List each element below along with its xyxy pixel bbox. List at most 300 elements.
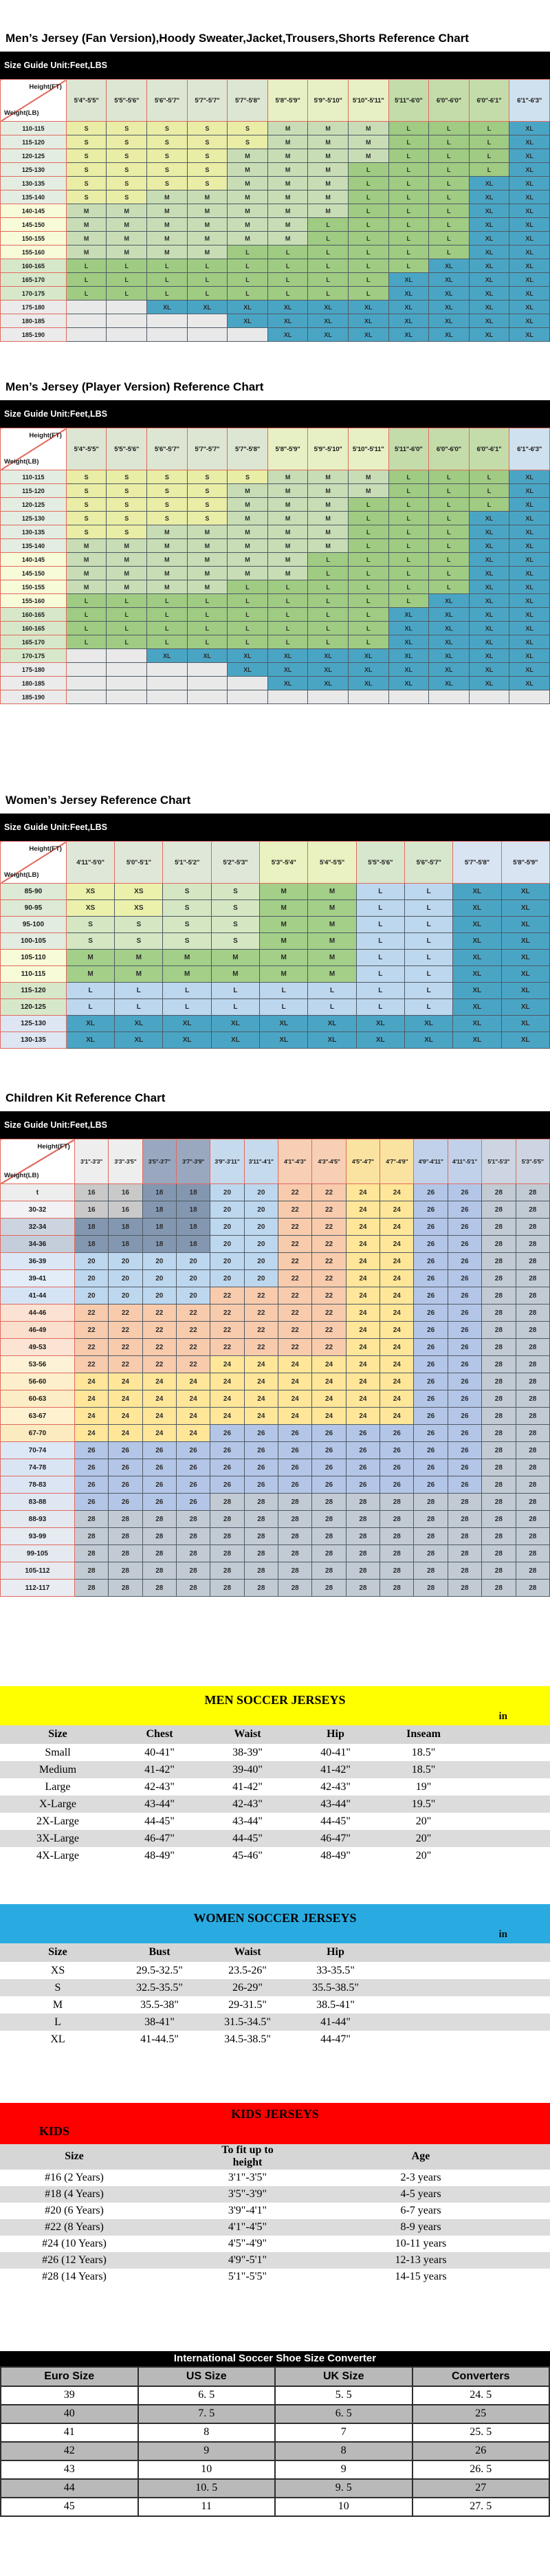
size-cell: 28: [380, 1494, 414, 1511]
size-cell: 24: [244, 1356, 278, 1373]
size-cell: XL: [509, 204, 550, 218]
size-cell: 28: [482, 1373, 516, 1390]
size-cell: M: [66, 567, 107, 580]
table-cell: 41-44": [292, 2013, 380, 2031]
size-cell: 26: [346, 1425, 380, 1442]
size-cell: M: [260, 950, 308, 966]
column-header: [495, 2144, 550, 2170]
size-cell: 28: [482, 1442, 516, 1459]
size-cell: XL: [388, 677, 429, 690]
size-cell: L: [356, 917, 404, 933]
size-cell: XL: [308, 1016, 356, 1032]
size-cell: M: [267, 218, 308, 232]
size-cell: L: [66, 287, 107, 301]
weight-axis-label: Weight(LB): [4, 871, 39, 879]
size-cell: 28: [74, 1562, 108, 1580]
size-cell: L: [267, 635, 308, 649]
table-row: [1, 1580, 550, 1597]
table-row: [1, 525, 550, 539]
size-cell: 28: [176, 1580, 210, 1597]
size-cell: 26: [448, 1270, 481, 1287]
table-row: [1, 1511, 550, 1528]
table-row: [1, 1253, 550, 1270]
table-cell: 44: [1, 2479, 138, 2498]
size-cell: 26: [414, 1270, 448, 1287]
size-cell: M: [308, 512, 349, 525]
table-cell: [495, 2186, 550, 2203]
height-col-header: 3'9"-3'11": [210, 1139, 244, 1184]
size-cell: [187, 677, 228, 690]
size-cell: L: [388, 218, 429, 232]
size-cell: XL: [469, 525, 509, 539]
size-cell: L: [147, 608, 188, 622]
size-cell: M: [115, 950, 163, 966]
shoe-converter-title: International Soccer Shoe Size Converter: [0, 2351, 550, 2366]
table-cell: 43-44": [232, 1815, 263, 1827]
size-cell: 24: [380, 1339, 414, 1356]
size-cell: 26: [414, 1236, 448, 1253]
table-row: [1, 2460, 549, 2479]
size-cell: 26: [448, 1356, 481, 1373]
size-cell: M: [260, 933, 308, 950]
size-cell: 20: [176, 1270, 210, 1287]
size-cell: XL: [267, 677, 308, 690]
women-jerseys-banner-title: WOMEN SOCCER JERSEYS: [193, 1911, 357, 1925]
size-cell: L: [356, 966, 404, 983]
size-cell: 20: [244, 1219, 278, 1236]
table-cell: [495, 2236, 550, 2252]
size-cell: XL: [509, 677, 550, 690]
column-header: Chest: [116, 1725, 204, 1744]
size-cell: 16: [74, 1201, 108, 1219]
size-cell: 26: [380, 1442, 414, 1459]
size-cell: 28: [414, 1580, 448, 1597]
size-cell: 24: [380, 1373, 414, 1390]
size-cell: XL: [308, 314, 349, 328]
height-col-header: 5'4"-5'5": [66, 428, 107, 470]
table-row: [0, 2170, 550, 2186]
size-cell: 18: [176, 1219, 210, 1236]
table-row: [1, 512, 550, 525]
table-row: [1, 1356, 550, 1373]
table-cell: 41-44.5": [140, 2033, 179, 2045]
table-cell: #28 (14 Years): [42, 2270, 107, 2282]
size-cell: 18: [109, 1219, 142, 1236]
size-cell: 26: [448, 1408, 481, 1425]
column-header: Euro Size: [1, 2367, 138, 2386]
size-cell: S: [66, 525, 107, 539]
size-cell: L: [348, 190, 388, 204]
size-cell: M: [66, 553, 107, 567]
size-cell: 24: [380, 1219, 414, 1236]
size-cell: 22: [210, 1305, 244, 1322]
size-cell: XL: [509, 259, 550, 273]
size-cell: L: [147, 287, 188, 301]
size-cell: 28: [482, 1236, 516, 1253]
table-cell: 40: [1, 2405, 138, 2423]
size-cell: 26: [414, 1322, 448, 1339]
table-row: [1, 1408, 550, 1425]
size-cell: L: [308, 622, 349, 635]
size-cell: L: [107, 622, 147, 635]
size-cell: M: [147, 553, 188, 567]
size-cell: 26: [244, 1442, 278, 1459]
size-cell: L: [404, 966, 452, 983]
size-cell: L: [348, 232, 388, 245]
size-cell: L: [66, 594, 107, 608]
table-row: [1, 1270, 550, 1287]
size-cell: 24: [346, 1322, 380, 1339]
size-cell: XL: [469, 232, 509, 245]
size-cell: XL: [509, 218, 550, 232]
size-cell: XL: [501, 1016, 549, 1032]
size-cell: 26: [448, 1184, 481, 1201]
column-header: Inseam: [380, 1725, 468, 1744]
size-cell: L: [348, 525, 388, 539]
size-cell: XL: [469, 314, 509, 328]
size-cell: 24: [380, 1305, 414, 1322]
table-cell: [468, 1847, 550, 1864]
size-cell: 26: [278, 1459, 312, 1476]
table-cell: 45: [1, 2498, 138, 2516]
size-cell: 28: [482, 1270, 516, 1287]
table-cell: L: [0, 2013, 116, 2031]
header-row: [1, 1139, 550, 1184]
table-cell: [380, 1996, 550, 2013]
size-cell: M: [228, 177, 268, 190]
size-cell: 28: [176, 1528, 210, 1545]
height-col-header: 6'1"-6'3": [509, 80, 550, 122]
weight-row-label: 120-125: [1, 498, 67, 512]
size-cell: L: [66, 273, 107, 287]
size-cell: M: [115, 966, 163, 983]
size-cell: XL: [469, 328, 509, 342]
size-cell: 28: [516, 1580, 549, 1597]
table-row: [1, 1528, 550, 1545]
size-cell: L: [267, 594, 308, 608]
size-cell: L: [348, 204, 388, 218]
size-cell: 28: [482, 1287, 516, 1305]
weight-row-label: 155-160: [1, 594, 67, 608]
size-cell: XL: [501, 900, 549, 917]
table-cell: 38-39": [232, 1746, 263, 1758]
size-cell: S: [147, 177, 188, 190]
table-row: [1, 999, 550, 1016]
size-cell: S: [66, 933, 114, 950]
size-cell: 28: [109, 1580, 142, 1597]
size-cell: XL: [228, 649, 268, 663]
size-cell: XL: [509, 135, 550, 149]
size-cell: L: [308, 553, 349, 567]
size-cell: L: [348, 259, 388, 273]
size-cell: 16: [109, 1184, 142, 1201]
mens-player-chart-title: Men’s Jersey (Player Version) Reference Chart: [6, 380, 264, 393]
size-cell: L: [147, 273, 188, 287]
size-cell: XL: [501, 917, 549, 933]
weight-row-label: 44-46: [1, 1305, 75, 1322]
size-cell: 28: [244, 1528, 278, 1545]
table-cell: 45-46": [232, 1849, 263, 1862]
size-cell: M: [308, 163, 349, 177]
table-cell: 19": [415, 1780, 432, 1793]
size-cell: L: [163, 983, 211, 999]
header-row: [1, 842, 550, 884]
size-cell: XL: [509, 190, 550, 204]
size-cell: M: [66, 204, 107, 218]
size-cell: 26: [109, 1476, 142, 1494]
size-cell: M: [147, 232, 188, 245]
size-cell: 28: [380, 1511, 414, 1528]
size-cell: L: [388, 135, 429, 149]
mens-fan-size-table: [0, 79, 550, 342]
table-cell: 23.5-26": [228, 1964, 267, 1976]
size-cell: 18: [109, 1236, 142, 1253]
size-cell: L: [308, 245, 349, 259]
size-cell: M: [228, 512, 268, 525]
table-cell: 42-43": [320, 1780, 351, 1793]
size-cell: XL: [453, 950, 501, 966]
table-row: [1, 690, 550, 704]
size-cell: 24: [380, 1270, 414, 1287]
size-cell: 26: [448, 1390, 481, 1408]
size-cell: XL: [469, 553, 509, 567]
size-cell: 28: [516, 1236, 549, 1253]
size-cell: S: [147, 484, 188, 498]
size-cell: 26: [278, 1425, 312, 1442]
size-guide-bar: Size Guide Unit:Feet,LBS: [0, 1111, 550, 1139]
height-col-header: 5'8"-5'9": [267, 428, 308, 470]
size-cell: 22: [312, 1219, 346, 1236]
table-cell: [495, 2170, 550, 2186]
size-cell: M: [228, 232, 268, 245]
size-cell: M: [107, 245, 147, 259]
size-cell: XL: [469, 259, 509, 273]
size-cell: 22: [278, 1270, 312, 1287]
size-cell: 22: [278, 1184, 312, 1201]
size-cell: XL: [469, 663, 509, 677]
size-cell: 28: [380, 1562, 414, 1580]
height-col-header: 5'3"-5'4": [260, 842, 308, 884]
table-cell: 38.5-41": [316, 1998, 355, 2011]
size-cell: L: [404, 950, 452, 966]
size-cell: XL: [453, 999, 501, 1016]
size-cell: L: [228, 594, 268, 608]
size-cell: L: [107, 287, 147, 301]
header-row: [1, 428, 550, 470]
table-cell: Small: [45, 1746, 71, 1758]
size-cell: 26: [74, 1442, 108, 1459]
size-cell: M: [147, 190, 188, 204]
size-cell: 28: [516, 1528, 549, 1545]
size-cell: L: [429, 580, 470, 594]
size-cell: L: [348, 273, 388, 287]
size-cell: 24: [346, 1287, 380, 1305]
size-cell: M: [107, 204, 147, 218]
weight-row-label: 34-36: [1, 1236, 75, 1253]
size-cell: 22: [312, 1270, 346, 1287]
size-cell: M: [187, 525, 228, 539]
table-row: [0, 1813, 550, 1830]
size-cell: S: [66, 512, 107, 525]
table-row: [1, 580, 550, 594]
size-cell: XL: [429, 635, 470, 649]
size-cell: 24: [176, 1373, 210, 1390]
size-cell: XL: [453, 983, 501, 999]
size-cell: M: [107, 553, 147, 567]
table-cell: 29.5-32.5": [136, 1964, 183, 1976]
size-cell: [66, 301, 107, 314]
size-cell: M: [260, 884, 308, 900]
size-cell: XL: [163, 1032, 211, 1049]
size-cell: 28: [414, 1494, 448, 1511]
size-cell: L: [356, 950, 404, 966]
size-cell: XL: [509, 649, 550, 663]
size-cell: M: [187, 539, 228, 553]
size-cell: 26: [278, 1476, 312, 1494]
table-row: [1, 122, 550, 135]
size-cell: L: [66, 999, 114, 1016]
size-cell: 22: [176, 1339, 210, 1356]
table-cell: 48-49": [320, 1849, 351, 1862]
size-cell: [66, 663, 107, 677]
size-cell: XL: [356, 1016, 404, 1032]
table-cell: [468, 1778, 550, 1795]
size-cell: 28: [516, 1270, 549, 1287]
size-cell: S: [187, 122, 228, 135]
table-cell: 3'5"-3'9": [148, 2186, 346, 2203]
size-cell: S: [107, 177, 147, 190]
table-cell: 38-41": [116, 2013, 204, 2031]
size-cell: 24: [380, 1408, 414, 1425]
size-cell: 28: [516, 1442, 549, 1459]
size-cell: XL: [509, 635, 550, 649]
size-guide-bar: Size Guide Unit:Feet,LBS: [0, 400, 550, 428]
size-cell: M: [66, 218, 107, 232]
size-cell: L: [228, 287, 268, 301]
size-cell: 28: [482, 1528, 516, 1545]
size-cell: M: [147, 218, 188, 232]
table-cell: [468, 1830, 550, 1847]
men-jerseys-banner: [0, 1686, 550, 1725]
size-cell: L: [187, 287, 228, 301]
size-cell: M: [66, 580, 107, 594]
size-cell: XL: [308, 328, 349, 342]
size-cell: XL: [267, 301, 308, 314]
size-cell: 26: [312, 1442, 346, 1459]
mens-player-size-table: [0, 428, 550, 704]
column-header: Age: [346, 2144, 495, 2170]
weight-row-label: 180-185: [1, 314, 67, 328]
size-cell: M: [66, 539, 107, 553]
size-cell: L: [147, 259, 188, 273]
size-cell: XL: [501, 1032, 549, 1049]
size-cell: L: [388, 498, 429, 512]
table-row: [1, 273, 550, 287]
size-cell: S: [228, 470, 268, 484]
table-cell: 7. 5: [138, 2405, 276, 2423]
weight-row-label: 115-120: [1, 983, 67, 999]
table-row: [0, 2236, 550, 2252]
size-cell: 24: [278, 1408, 312, 1425]
size-cell: [429, 690, 470, 704]
table-row: [1, 1373, 550, 1390]
weight-row-label: 41-44: [1, 1287, 75, 1305]
weight-row-label: 125-130: [1, 512, 67, 525]
size-cell: 28: [142, 1580, 176, 1597]
size-cell: 20: [109, 1253, 142, 1270]
table-row: [0, 1996, 550, 2013]
table-cell: 14-15 years: [395, 2270, 447, 2282]
size-cell: L: [267, 608, 308, 622]
size-cell: L: [308, 983, 356, 999]
weight-row-label: 110-115: [1, 966, 67, 983]
size-cell: XL: [469, 301, 509, 314]
table-cell: 39-40": [204, 1761, 292, 1778]
weight-axis-label: Weight(LB): [4, 458, 39, 466]
table-row: [1, 218, 550, 232]
weight-row-label: 150-155: [1, 232, 67, 245]
size-cell: 26: [414, 1442, 448, 1459]
size-cell: 28: [414, 1528, 448, 1545]
size-cell: L: [388, 149, 429, 163]
size-cell: 20: [142, 1270, 176, 1287]
size-cell: 18: [74, 1219, 108, 1236]
size-cell: L: [308, 594, 349, 608]
table-row: [1, 1184, 550, 1201]
size-cell: 24: [109, 1373, 142, 1390]
size-cell: M: [348, 149, 388, 163]
size-cell: L: [228, 622, 268, 635]
size-cell: [66, 314, 107, 328]
size-cell: 22: [312, 1339, 346, 1356]
size-cell: M: [308, 966, 356, 983]
column-header: To fit up to height: [148, 2144, 346, 2170]
size-cell: L: [66, 259, 107, 273]
size-cell: XL: [429, 287, 470, 301]
height-col-header: 5'4"-5'5": [66, 80, 107, 122]
size-cell: 24: [244, 1373, 278, 1390]
table-cell: 4'9"-5'1": [148, 2252, 346, 2269]
size-cell: S: [107, 484, 147, 498]
weight-axis-label: Weight(LB): [4, 1172, 39, 1179]
size-cell: L: [388, 525, 429, 539]
weight-row-label: 99-105: [1, 1545, 75, 1562]
height-col-header: 6'0"-6'0": [429, 80, 470, 122]
size-cell: 28: [312, 1545, 346, 1562]
table-row: [0, 1744, 550, 1761]
weight-row-label: 93-99: [1, 1528, 75, 1545]
size-cell: XL: [348, 314, 388, 328]
column-header: Bust: [116, 1943, 204, 1962]
weight-row-label: 53-56: [1, 1356, 75, 1373]
size-cell: 28: [482, 1322, 516, 1339]
size-cell: [66, 649, 107, 663]
size-cell: S: [66, 177, 107, 190]
size-cell: 28: [516, 1494, 549, 1511]
womens-chart-title: Women’s Jersey Reference Chart: [6, 794, 191, 807]
size-cell: 26: [142, 1476, 176, 1494]
table-row: [1, 933, 550, 950]
table-cell: XS: [50, 1964, 65, 1976]
size-cell: 26: [210, 1476, 244, 1494]
size-cell: M: [308, 933, 356, 950]
size-cell: M: [228, 553, 268, 567]
size-cell: 24: [346, 1408, 380, 1425]
height-col-header: 4'3"-4'5": [312, 1139, 346, 1184]
size-cell: 26: [109, 1494, 142, 1511]
weight-row-label: 130-135: [1, 1032, 67, 1049]
size-cell: 26: [176, 1459, 210, 1476]
